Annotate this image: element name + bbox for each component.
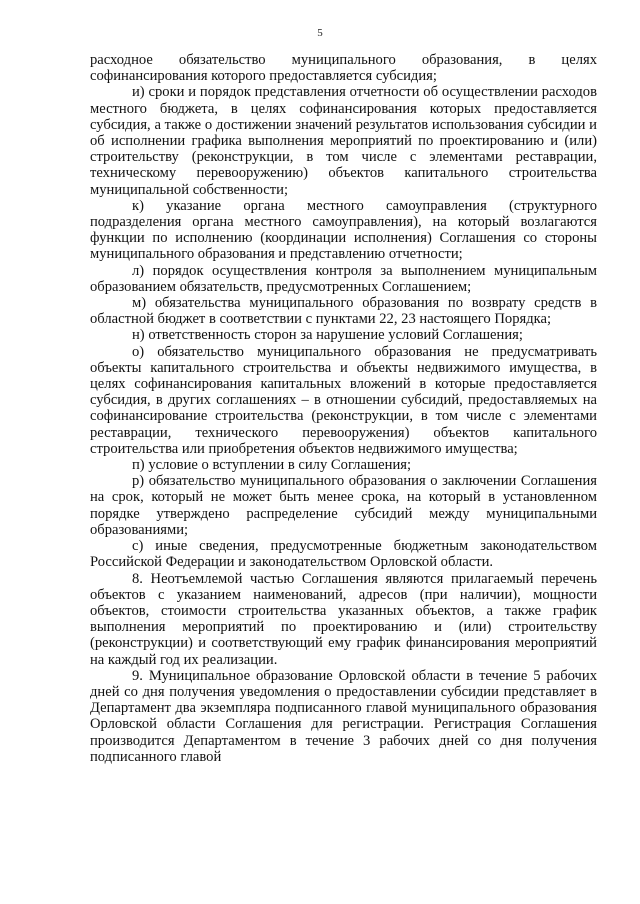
page-number: 5 — [317, 27, 323, 39]
paragraph-item-n: н) ответственность сторон за нарушение условий Соглашения; — [132, 327, 523, 344]
paragraph-item-i: и) сроки и порядок представления отчетности об осуществлении расходов местного бюджета, в целях софинансирования которых предоставляется субсидия, а также о достижении значений результатов использования субсидии и об исполнении графика выполнения мероприятий по проектированию и (или) строительству (реконструкции, в том числе с элементами реставрации, техническому перевооружению) объектов капитального строительства муниципальной собственности; — [90, 84, 597, 198]
paragraph-item-m: м) обязательства муниципального образования по возврату средств в областной бюджет в соответствии с пунктами 22, 23 настоящего Порядка; — [90, 295, 597, 328]
paragraph-item-o: о) обязательство муниципального образования не предусматривать объекты капитального строительства и объекты недвижимого имущества, в целях софинансирования капитальных вложений в которые предоставляется субсидия, в других соглашениях – в отношении субсидий, предоставляемых на софинансирование строительства (реконструкции, в том числе с элементами реставрации, технического перевооружения) объектов капитального строительства или приобретения объектов недвижимого имущества; — [90, 343, 597, 457]
paragraph-item-k: к) указание органа местного самоуправления (структурного подразделения органа местного самоуправления), на который возлагаются функции по исполнению (координации исполнения) Соглашения со стороны муниципального образования и представлению отчетности; — [90, 197, 597, 263]
paragraph-item-p: п) условие о вступлении в силу Соглашения; — [132, 457, 412, 474]
paragraph-section-9: 9. Муниципальное образование Орловской области в течение 5 рабочих дней со дня получения уведомления о предоставлении субсидии представляет в Департамент два экземпляра подписанного главой муниципального образования Орловской области Соглашения для регистрации. Регистрация Соглашения производится Департаментом в течение 3 рабочих дней со дня получения подписанного главой — [90, 667, 597, 765]
paragraph-item-l: л) порядок осуществления контроля за выполнением муниципальным образованием обязательств, предусмотренных Соглашением; — [90, 262, 597, 295]
document-body — [90, 52, 597, 765]
paragraph-continuation: расходное обязательство муниципального образования, в целях софинансирования которого предоставляется субсидия; — [90, 52, 597, 85]
paragraph-section-8: 8. Неотъемлемой частью Соглашения являются прилагаемый перечень объектов с указанием наименований, адресов (при наличии), мощности объектов, стоимости строительства указанных объектов, а также график выполнения мероприятий по проектированию и (или) строительству (реконструкции) и соответствующий ему график финансирования мероприятий на каждый год их реализации. — [90, 570, 597, 668]
paragraph-item-s: с) иные сведения, предусмотренные бюджетным законодательством Российской Федерации и законодательством Орловской области. — [90, 538, 597, 571]
paragraph-item-r: р) обязательство муниципального образования о заключении Соглашения на срок, который не может быть менее срока, на который в установленном порядке утверждено распределение субсидий между муниципальными образованиями; — [90, 473, 597, 538]
